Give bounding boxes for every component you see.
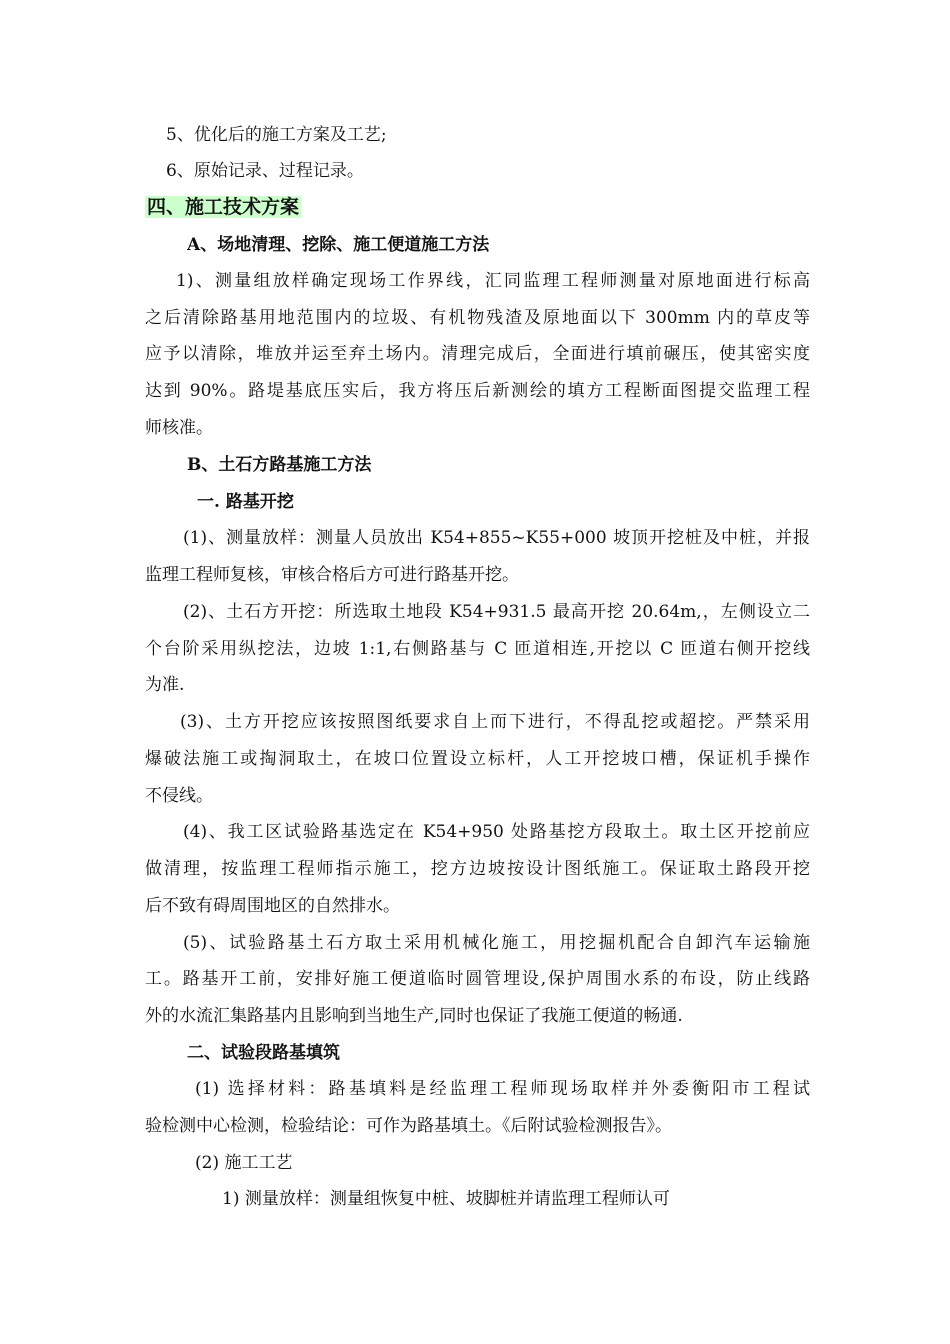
paragraph-line: 应予以清除，堆放并运至弃土场内。清理完成后，全面进行填前碾压，使其密实度	[145, 344, 810, 364]
paragraph-line: 1)、测量组放样确定现场工作界线，汇同监理工程师测量对原地面进行标高	[176, 271, 810, 291]
paragraph-line: (3)、土方开挖应该按照图纸要求自上而下进行，不得乱挖或超挖。严禁采用	[180, 712, 810, 732]
sub-heading: 二、试验段路基填筑	[187, 1043, 340, 1063]
paragraph-line: 做清理，按监理工程师指示施工，挖方边坡按设计图纸施工。保证取土路段开挖	[145, 859, 810, 879]
list-item: 5、优化后的施工方案及工艺;	[166, 125, 387, 145]
paragraph-line: 外的水流汇集路基内且影响到当地生产,同时也保证了我施工便道的畅通.	[145, 1006, 683, 1026]
paragraph-line: 达到 90%。路堤基底压实后，我方将压后新测绘的填方工程断面图提交监理工程	[145, 381, 810, 401]
sub-heading: 一. 路基开挖	[197, 492, 294, 512]
paragraph-line: 之后清除路基用地范围内的垃圾、有机物残渣及原地面以下 300mm 内的草皮等	[145, 308, 810, 328]
paragraph-line: 工。路基开工前，安排好施工便道临时圆管埋设,保护周围水系的布设，防止线路	[145, 969, 810, 989]
paragraph-line: 1) 测量放样：测量组恢复中桩、坡脚桩并请监理工程师认可	[222, 1189, 670, 1209]
paragraph-line: (5)、试验路基土石方取土采用机械化施工，用挖掘机配合自卸汽车运输施	[183, 933, 810, 953]
paragraph-line: 爆破法施工或掏洞取土，在坡口位置设立标杆，人工开挖坡口槽，保证机手操作	[145, 749, 810, 769]
paragraph-line: 个台阶采用纵挖法，边坡 1:1,右侧路基与 C 匝道相连,开挖以 C 匝道右侧开挖线	[145, 639, 810, 659]
paragraph-line: 后不致有碍周围地区的自然排水。	[145, 896, 400, 916]
paragraph-line: (1) 选择材料：路基填料是经监理工程师现场取样并外委衡阳市工程试	[195, 1079, 810, 1099]
paragraph-line: 监理工程师复核，审核合格后方可进行路基开挖。	[145, 565, 519, 585]
subsection-heading: B、土石方路基施工方法	[187, 455, 372, 475]
list-item: 6、原始记录、过程记录。	[166, 161, 364, 181]
paragraph-line: (1)、测量放样：测量人员放出 K54+855~K55+000 坡顶开挖桩及中桩，并报	[183, 528, 810, 548]
paragraph-line: 验检测中心检测，检验结论：可作为路基填土。《后附试验检测报告》。	[145, 1116, 672, 1136]
section-heading	[145, 196, 301, 219]
paragraph-line: (4)、我工区试验路基选定在 K54+950 处路基挖方段取土。取土区开挖前应	[183, 822, 810, 842]
section-title: 四、施工技术方案	[147, 196, 300, 218]
paragraph-line: (2)、土石方开挖：所选取土地段 K54+931.5 最高开挖 20.64m,，左侧设立二	[183, 602, 810, 622]
paragraph-line: 不侵线。	[145, 786, 213, 806]
subsection-heading: A、场地清理、挖除、施工便道施工方法	[187, 235, 490, 255]
paragraph-line: 为准.	[145, 675, 185, 695]
paragraph-line: 师核准。	[145, 418, 213, 438]
paragraph-line: (2) 施工工艺	[195, 1153, 293, 1173]
